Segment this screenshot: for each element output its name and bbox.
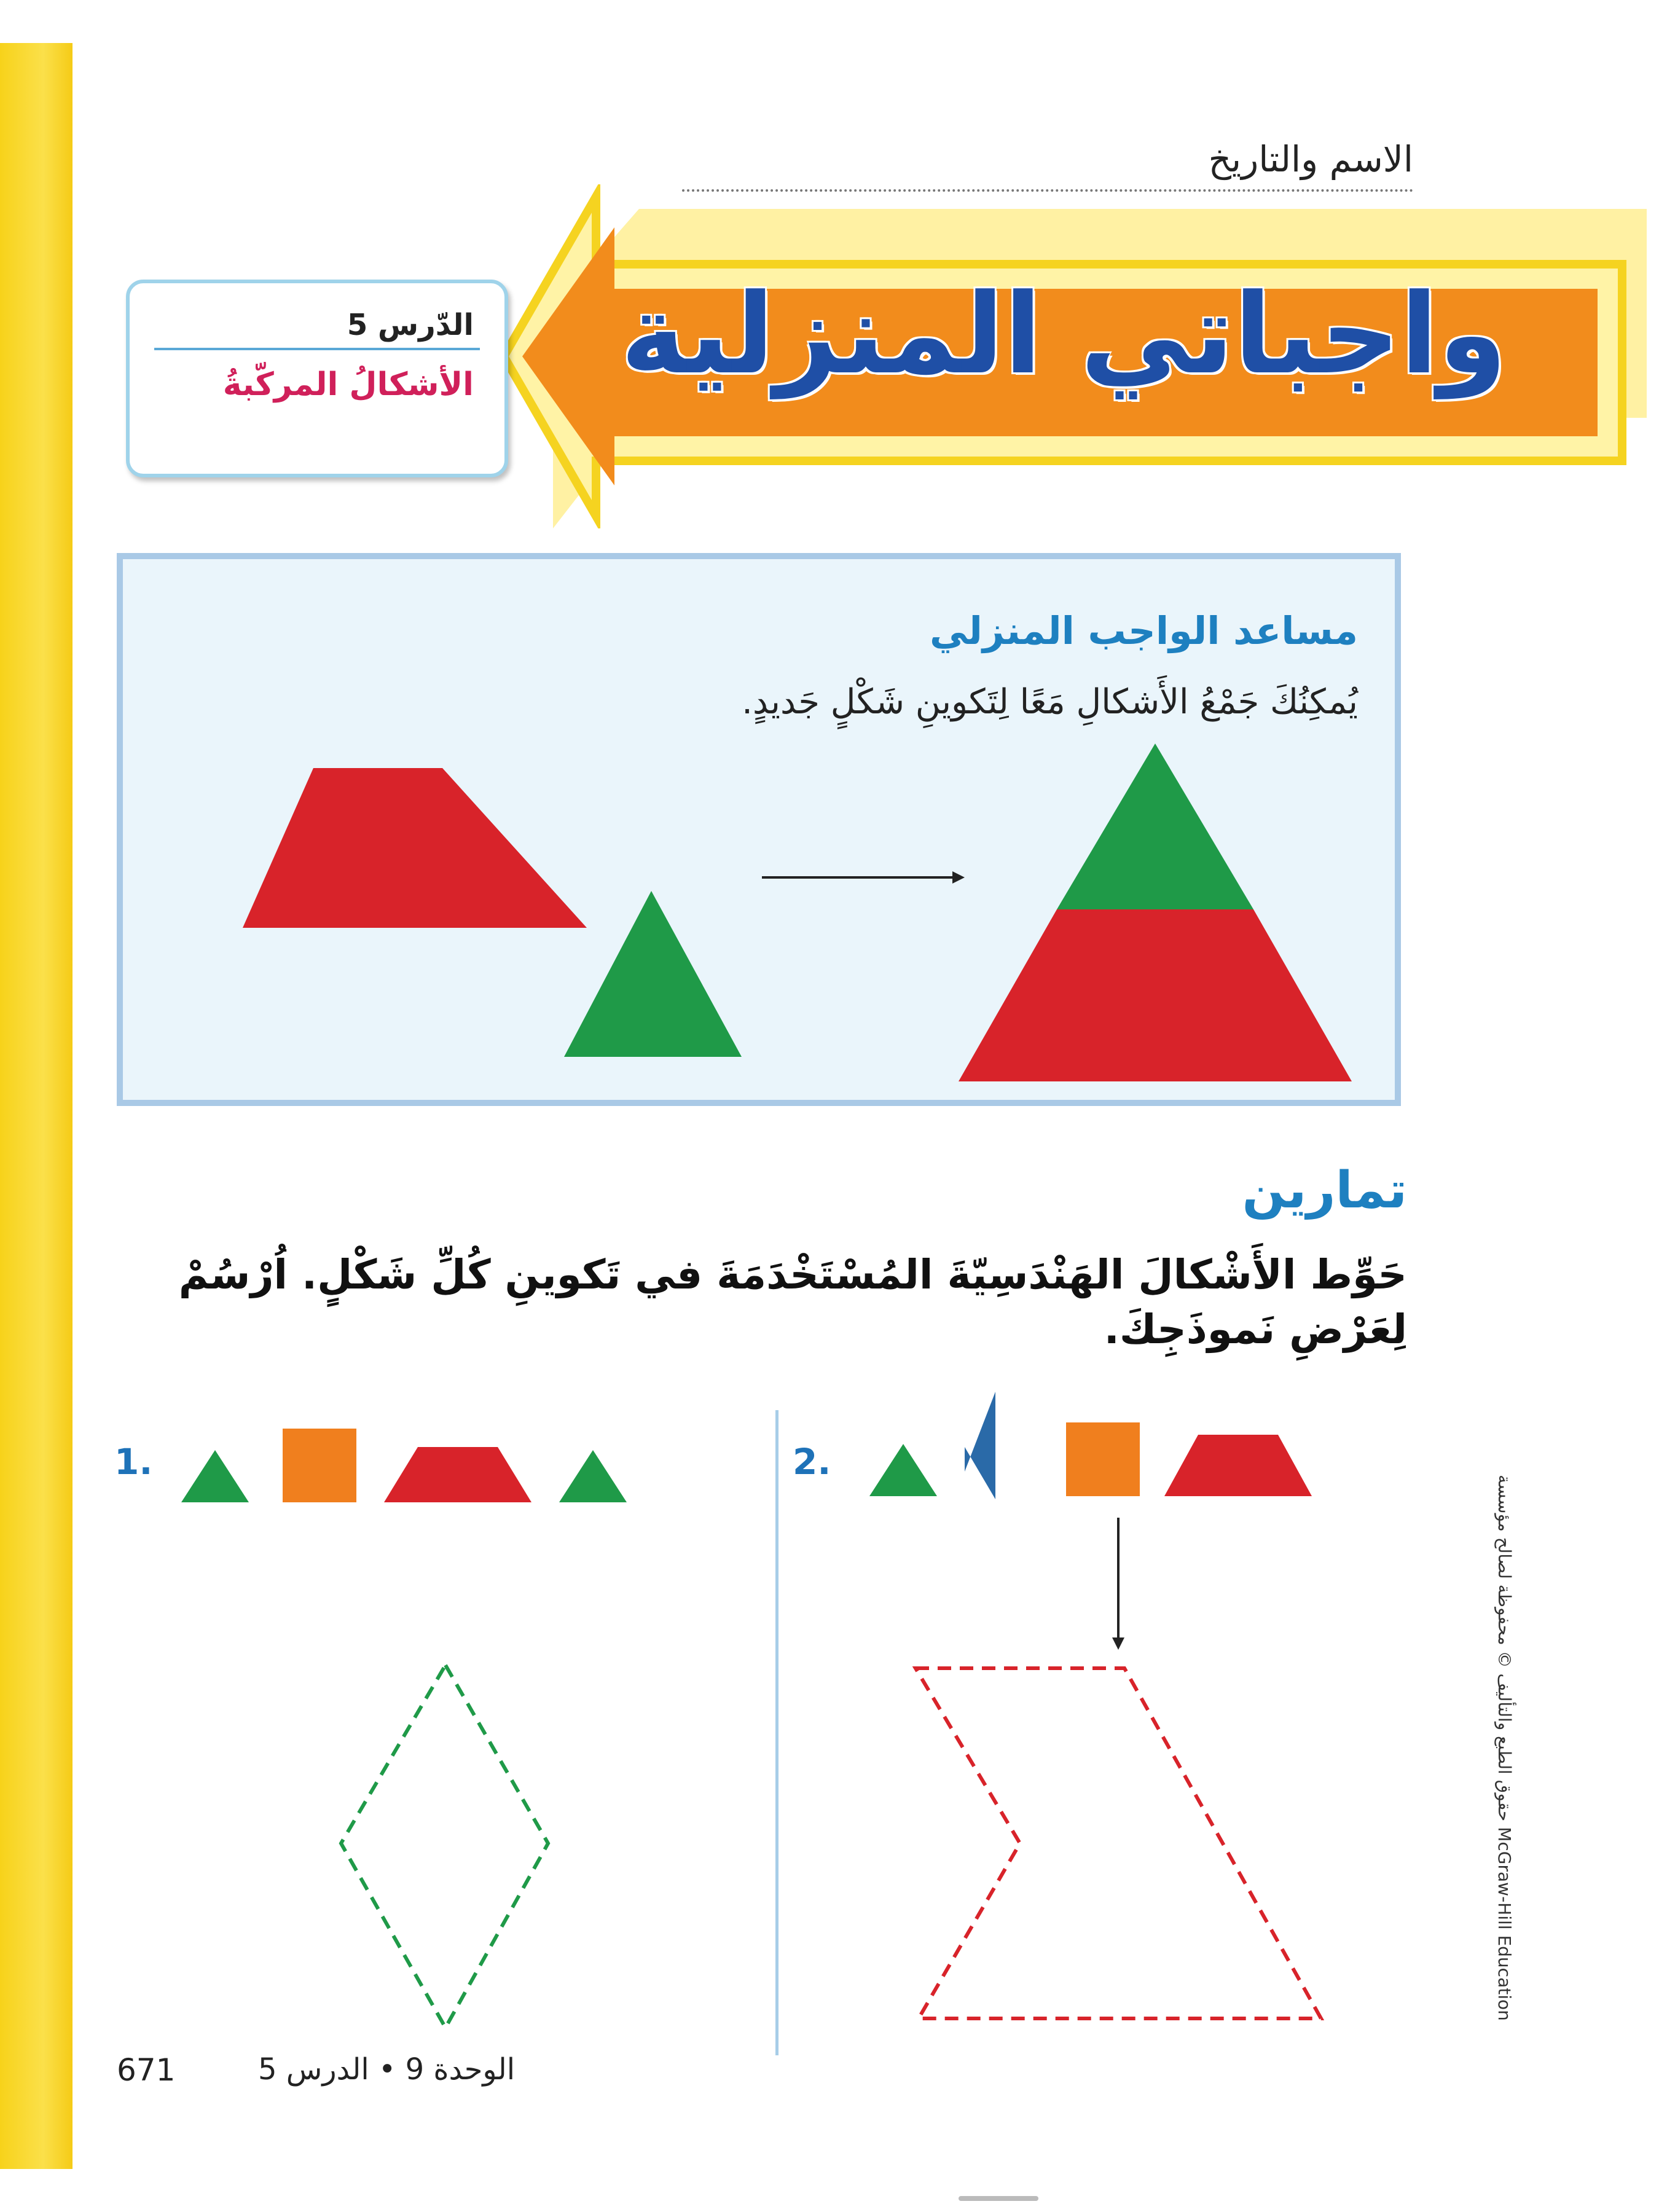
yellow-crayon-strip bbox=[0, 43, 73, 2169]
banner-title: واجباتي المنزلية bbox=[621, 270, 1507, 399]
homework-helper-box bbox=[117, 553, 1401, 1106]
dashed-rhombus-outline bbox=[341, 1665, 548, 2028]
composed-green-triangle bbox=[1057, 743, 1253, 909]
dashed-shape-outline bbox=[916, 1668, 1321, 2018]
red-trapezoid bbox=[243, 768, 587, 928]
footer-unit-lesson: الوحدة 9 • الدرس 5 bbox=[258, 2052, 516, 2087]
exercises-instructions: حَوِّط الأَشْكالَ الهَنْدَسِيّةَ المُسْتَخْدَمَةَ في تَكوينِ كُلِّ شَكْلٍ. اُرْسُمْ لِعَرْضِ نَموذَجِكَ. bbox=[178, 1251, 1407, 1354]
green-triangle bbox=[869, 1444, 937, 1496]
red-trapezoid bbox=[1164, 1435, 1312, 1496]
exercise-1-shapes bbox=[172, 1413, 651, 2065]
lesson-number: الدّرس 5 bbox=[347, 308, 474, 342]
arrow-head-icon bbox=[952, 871, 965, 884]
exercise-2-shapes bbox=[854, 1376, 1395, 2040]
homework-helper-text: يُمكِنُكَ جَمْعُ الأَشكالِ مَعًا لِتَكوينِ شَكْلٍ جَديدٍ. bbox=[742, 682, 1358, 722]
orange-square bbox=[283, 1429, 356, 1502]
exercise-divider bbox=[775, 1410, 779, 2055]
copyright-text: حقوق الطبع والتأليف © محفوظة لصالح مؤسسة McGraw-Hill Education bbox=[1494, 1475, 1515, 2021]
blue-rhombus bbox=[965, 1392, 995, 1499]
red-trapezoid bbox=[384, 1447, 531, 1502]
lesson-card bbox=[126, 280, 508, 477]
exercises-title: تمارين bbox=[1242, 1161, 1407, 1220]
green-triangle bbox=[559, 1450, 627, 1502]
composed-red-trapezoid bbox=[959, 909, 1352, 1081]
homework-helper-title: مساعد الواجب المنزلي bbox=[929, 608, 1358, 653]
name-date-label: الاسم والتاريخ bbox=[1208, 138, 1413, 180]
shape-composition-example bbox=[123, 559, 1395, 1100]
copyright-note bbox=[1490, 1475, 1527, 2077]
lesson-title: الأشكالُ المركّبةُ bbox=[222, 366, 474, 403]
orange-square bbox=[1066, 1422, 1140, 1496]
exercise-1-number: 1. bbox=[114, 1441, 153, 1483]
arrow-down-icon bbox=[1112, 1637, 1124, 1650]
green-triangle bbox=[181, 1450, 249, 1502]
green-triangle bbox=[564, 891, 742, 1057]
home-indicator[interactable] bbox=[959, 2196, 1038, 2201]
page-number: 671 bbox=[117, 2052, 176, 2088]
lesson-card-rule bbox=[154, 348, 480, 350]
exercise-2-number: 2. bbox=[793, 1441, 831, 1483]
